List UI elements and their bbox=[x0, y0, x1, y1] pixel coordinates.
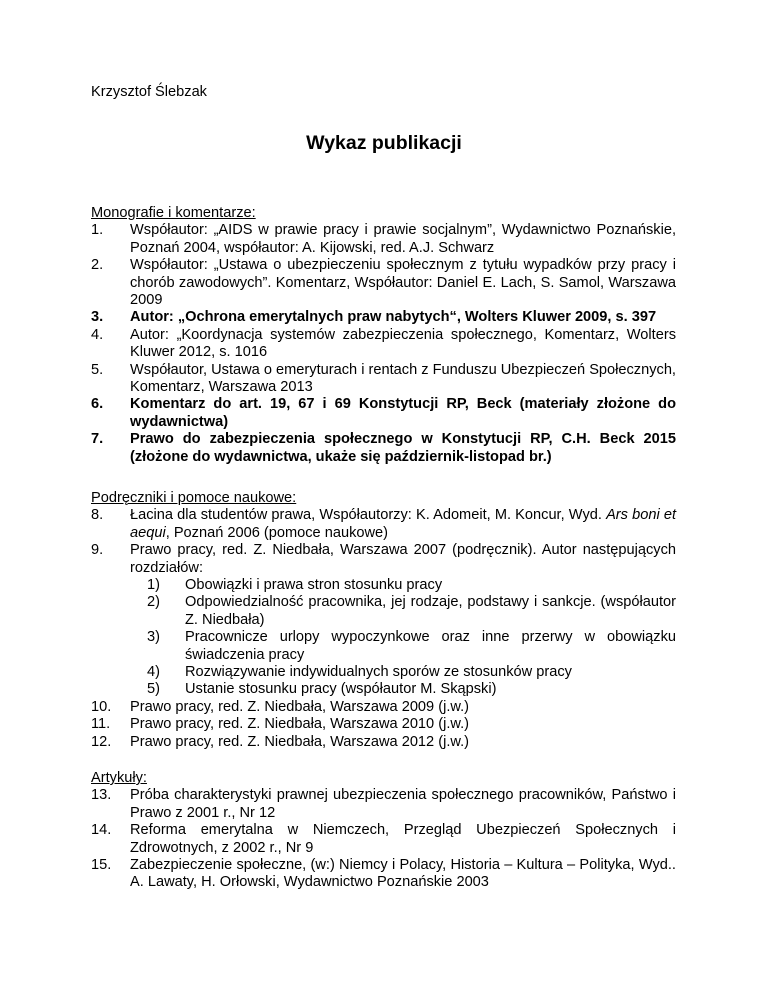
item-text-italic: Ars boni et aequi bbox=[130, 507, 676, 541]
item-number: 5. bbox=[91, 361, 104, 378]
item-number: 3. bbox=[91, 309, 104, 326]
sub-list-item bbox=[91, 629, 676, 664]
item-text: Współautor, Ustawa o emeryturach i rentach z Funduszu Ubezpieczeń Społecznych, Komentarz, Warszawa 2013 bbox=[130, 361, 676, 396]
item-number: 4. bbox=[91, 326, 104, 343]
item-text: Autor: „Koordynacja systemów zabezpieczenia społecznego, Komentarz, Wolters Kluwer 2012, s. 1016 bbox=[130, 326, 676, 361]
item-number: 10. bbox=[91, 698, 112, 715]
item-number: 14. bbox=[91, 822, 112, 839]
list-item bbox=[91, 822, 676, 857]
item-text: Prawo do zabezpieczenia społecznego w Konstytucji RP, C.H. Beck 2015 (złożone do wydawnictwa, ukaże się październik-listopad br.) bbox=[130, 431, 676, 465]
list-item bbox=[91, 857, 676, 892]
item-number: 2) bbox=[147, 594, 160, 611]
item-number: 5) bbox=[147, 681, 160, 698]
sub-list-item bbox=[91, 594, 676, 629]
item-text: Autor: „Ochrona emerytalnych praw nabytych“, Wolters Kluwer 2009, s. 397 bbox=[130, 309, 657, 326]
sub-list-item bbox=[91, 681, 676, 698]
section-textbooks bbox=[91, 490, 676, 751]
list-item bbox=[91, 327, 676, 362]
list-item bbox=[91, 257, 676, 309]
list-item bbox=[91, 396, 676, 431]
item-text: Zabezpieczenie społeczne, (w:) Niemcy i Polacy, Historia – Kultura – Polityka, Wyd.. A. Lawaty, H. Orłowski, Wydawnictwo Poznańskie 2003 bbox=[130, 857, 676, 891]
item-number: 15. bbox=[91, 857, 112, 874]
item-text: Ustanie stosunku pracy (współautor M. Skąpski) bbox=[185, 681, 497, 698]
item-number: 1) bbox=[147, 577, 160, 594]
item-text: Rozwiązywanie indywidualnych sporów ze stosunków pracy bbox=[185, 664, 572, 681]
item-text: Próba charakterystyki prawnej ubezpieczenia społecznego pracowników, Państwo i Prawo z 2001 r., Nr 12 bbox=[130, 787, 676, 821]
item-number: 12. bbox=[91, 733, 112, 750]
list-item bbox=[91, 734, 676, 751]
item-text: , Poznań 2006 (pomoce naukowe) bbox=[165, 524, 389, 541]
list-item bbox=[91, 431, 676, 466]
item-text: Współautor: „AIDS w prawie pracy i prawie socjalnym”, Wydawnictwo Poznańskie, Poznań 2004, współautor: A. Kijowski, red. A.J. Schwarz bbox=[130, 222, 676, 256]
item-number: 11. bbox=[91, 716, 111, 733]
section-heading: Podręczniki i pomoce naukowe: bbox=[91, 490, 297, 506]
list-item bbox=[91, 787, 676, 822]
list-item bbox=[91, 507, 676, 542]
item-text: Reforma emerytalna w Niemczech, Przegląd Ubezpieczeń Społecznych i Zdrowotnych, z 2002 r., Nr 9 bbox=[130, 822, 676, 856]
item-number: 1. bbox=[91, 222, 104, 239]
sub-list-item bbox=[91, 577, 676, 594]
item-number: 7. bbox=[91, 431, 104, 448]
list-item bbox=[91, 716, 676, 733]
item-number: 8. bbox=[91, 507, 104, 524]
item-text: Odpowiedzialność pracownika, jej rodzaje, podstawy i sankcje. (współautor Z. Niedbała) bbox=[185, 594, 676, 628]
item-number: 9. bbox=[91, 542, 104, 559]
item-text: Prawo pracy, red. Z. Niedbała, Warszawa 2010 (j.w.) bbox=[130, 716, 470, 733]
item-text: Współautor: „Ustawa o ubezpieczeniu społecznym z tytułu wypadków przy pracy i chorób zawodowych”. Komentarz, Współautor: Daniel E. Lach, S. Samol, Warszawa 2009 bbox=[130, 257, 676, 309]
section-monographs bbox=[91, 205, 676, 466]
section-articles bbox=[91, 770, 676, 892]
item-number: 3) bbox=[147, 629, 160, 646]
item-text: Komentarz do art. 19, 67 i 69 Konstytucji RP, Beck (materiały złożone do wydawnictwa) bbox=[130, 396, 676, 430]
item-text: Prawo pracy, red. Z. Niedbała, Warszawa 2012 (j.w.) bbox=[130, 733, 470, 750]
list-item bbox=[91, 362, 676, 397]
item-text: Prawo pracy, red. Z. Niedbała, Warszawa 2007 (podręcznik). Autor następujących rozdziałów: bbox=[130, 542, 676, 576]
item-number: 13. bbox=[91, 787, 112, 804]
list-item bbox=[91, 222, 676, 257]
item-number: 4) bbox=[147, 664, 160, 681]
list-item bbox=[91, 699, 676, 716]
item-text: Obowiązki i prawa stron stosunku pracy bbox=[185, 577, 443, 594]
sub-list-item bbox=[91, 664, 676, 681]
item-text: Prawo pracy, red. Z. Niedbała, Warszawa 2009 (j.w.) bbox=[130, 698, 470, 715]
page-title: Wykaz publikacji bbox=[306, 132, 462, 154]
list-item bbox=[91, 309, 676, 326]
list-item bbox=[91, 542, 676, 577]
item-number: 6. bbox=[91, 396, 104, 413]
item-number: 2. bbox=[91, 257, 104, 274]
item-text: Łacina dla studentów prawa, Współautorzy: K. Adomeit, M. Koncur, Wyd. bbox=[130, 507, 607, 524]
section-heading: Monografie i komentarze: bbox=[91, 205, 256, 221]
section-heading: Artykuły: bbox=[91, 770, 147, 786]
item-text: Pracownicze urlopy wypoczynkowe oraz inne przerwy w obowiązku świadczenia pracy bbox=[185, 629, 676, 663]
author-name: Krzysztof Ślebzak bbox=[91, 84, 207, 100]
